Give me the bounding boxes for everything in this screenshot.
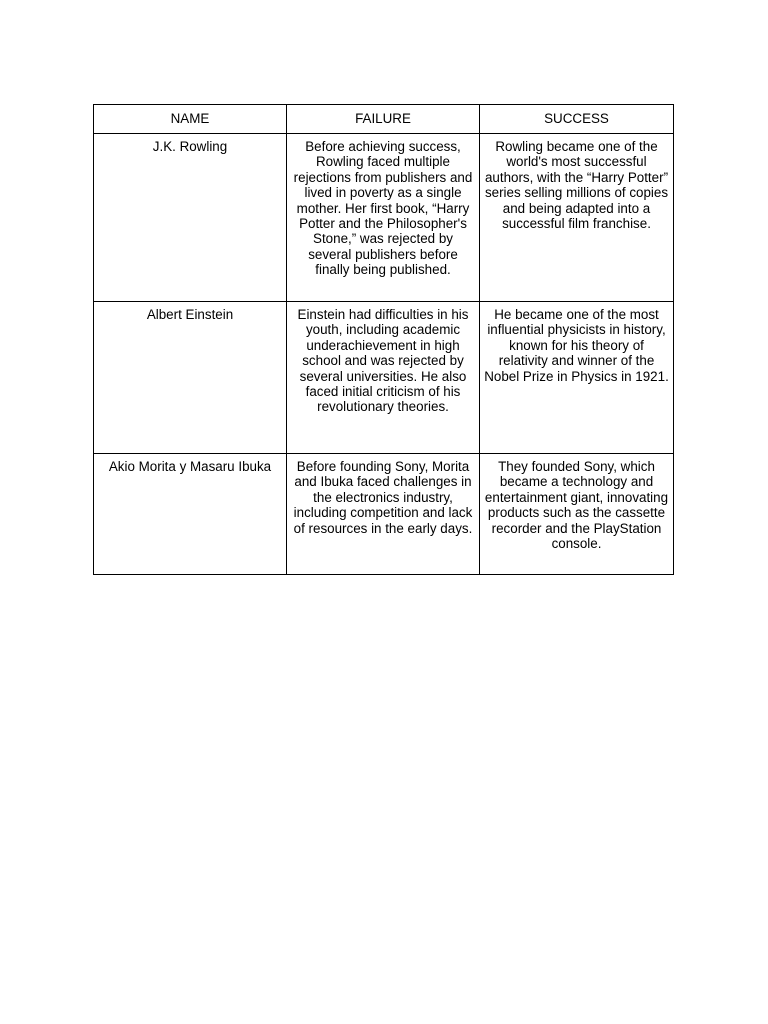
table-row xyxy=(94,134,674,302)
success-cell: Rowling became one of the world's most successful authors, with the “Harry Potter” series selling millions of copies and being adapted into a successful film franchise. xyxy=(480,134,674,302)
table-row xyxy=(94,454,674,575)
name-cell: Albert Einstein xyxy=(94,302,287,454)
name-cell: Akio Morita y Masaru Ibuka xyxy=(94,454,287,575)
failure-success-table xyxy=(93,104,674,575)
name-cell: J.K. Rowling xyxy=(94,134,287,302)
success-cell: They founded Sony, which became a technology and entertainment giant, innovating products such as the cassette recorder and the PlayStation console. xyxy=(480,454,674,575)
table-body xyxy=(94,134,674,575)
header-name: NAME xyxy=(94,105,287,134)
header-success: SUCCESS xyxy=(480,105,674,134)
table-row xyxy=(94,302,674,454)
header-failure: FAILURE xyxy=(287,105,480,134)
failure-cell: Before founding Sony, Morita and Ibuka faced challenges in the electronics industry, including competition and lack of resources in the early days. xyxy=(287,454,480,575)
failure-cell: Before achieving success, Rowling faced multiple rejections from publishers and lived in poverty as a single mother. Her first book, “Harry Potter and the Philosopher's Stone,” was rejected by several publishers before finally being published. xyxy=(287,134,480,302)
failure-cell: Einstein had difficulties in his youth, including academic underachievement in high school and was rejected by several universities. He also faced initial criticism of his revolutionary theories. xyxy=(287,302,480,454)
header-row xyxy=(94,105,674,134)
table-header xyxy=(94,105,674,134)
success-cell: He became one of the most influential physicists in history, known for his theory of relativity and winner of the Nobel Prize in Physics in 1921. xyxy=(480,302,674,454)
